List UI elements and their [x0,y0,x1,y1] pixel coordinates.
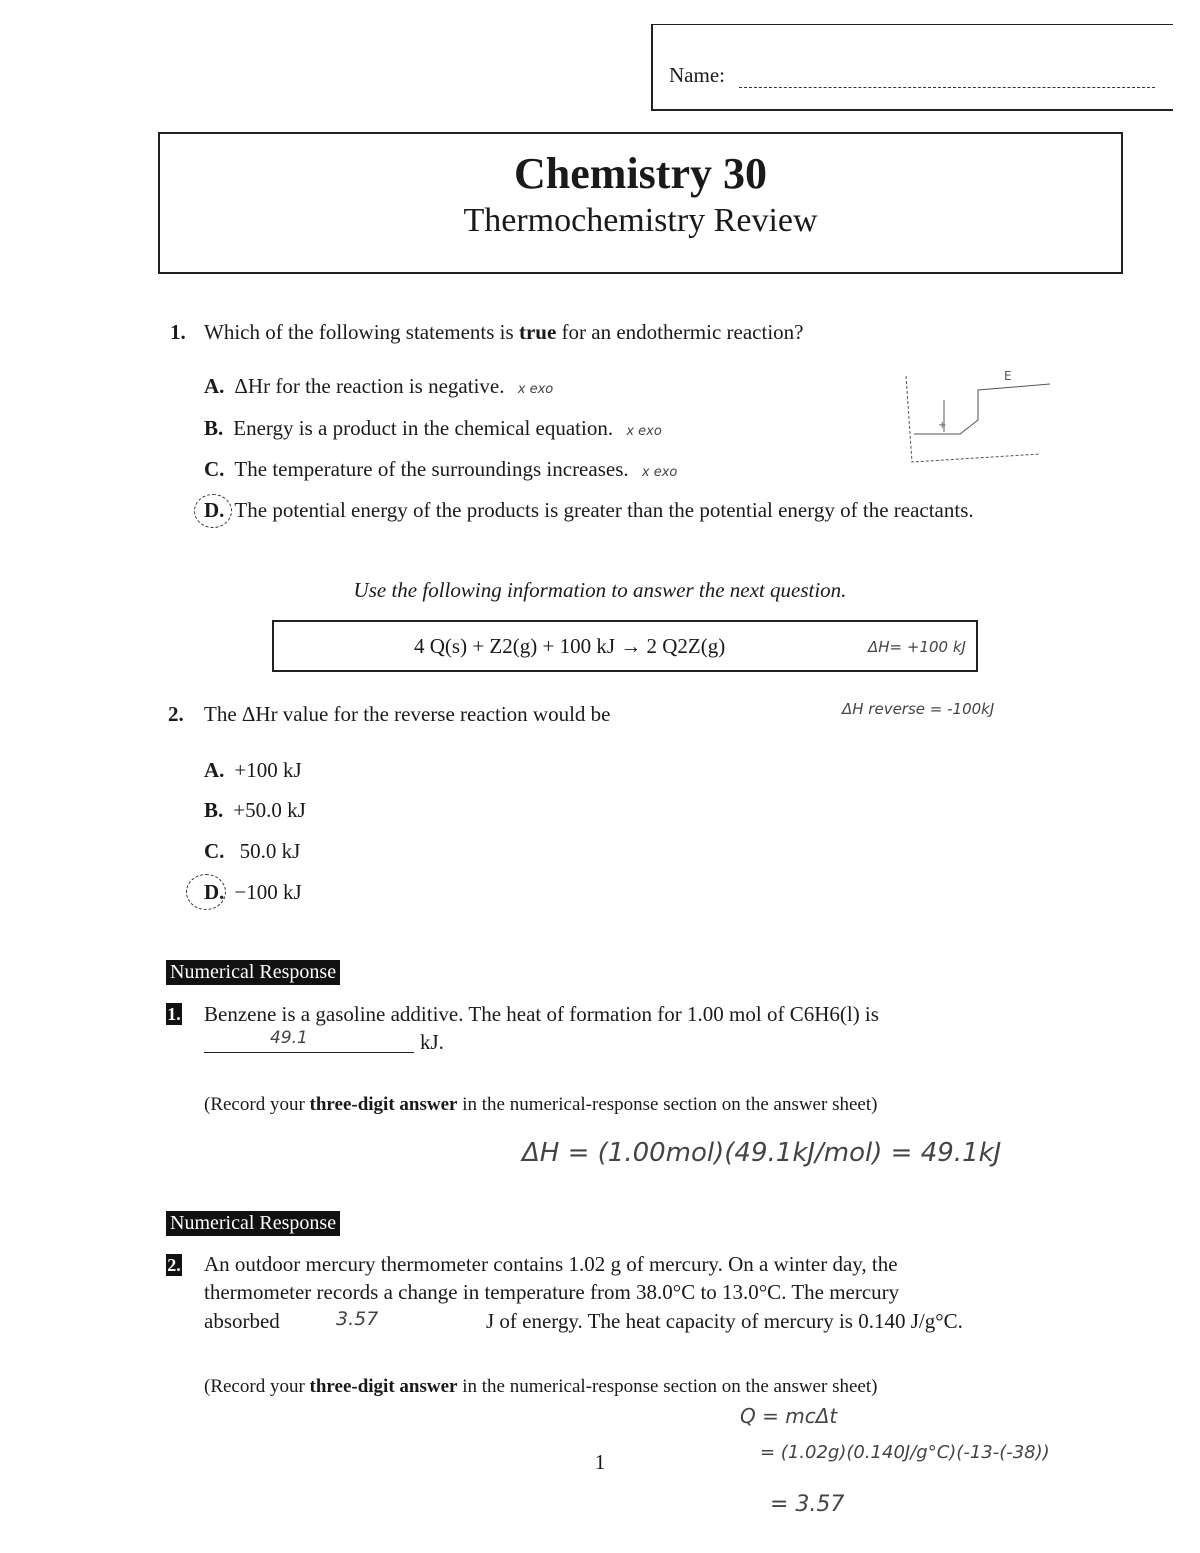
nr1-number: 1. [167,1004,181,1024]
q1-option-c[interactable] [204,457,677,482]
handwritten-note: x exo [641,465,678,480]
record-bold: three-digit answer [309,1376,458,1397]
nr2-line3-before: absorbed [204,1309,280,1333]
record-before: (Record your [204,1094,310,1115]
q1-number: 1. [170,320,186,344]
option-text: +50.0 kJ [233,798,306,822]
q1-text-after: for an endothermic reaction? [556,320,804,344]
option-letter: B. [204,416,224,440]
sketch-label-bottom: + [938,420,947,431]
option-text: ΔHr for the reaction is negative. [234,374,505,398]
option-letter: A. [204,758,225,782]
nr1-record-note [204,1094,877,1116]
page-title: Chemistry 30 [514,149,767,198]
q2-number: 2. [168,702,184,726]
page-number: 1 [594,1450,606,1474]
nr1-label: Numerical Response [166,960,340,985]
handwritten-note: x exo [626,424,662,439]
nr1-answer-blank[interactable] [204,1028,414,1053]
option-text: −100 kJ [234,880,302,904]
nr2-answer[interactable]: 3.57 [336,1308,379,1330]
option-letter: A. [204,374,225,398]
record-before: (Record your [204,1376,310,1397]
record-after: in the numerical-response section on the answer sheet) [457,1376,878,1397]
q2-option-c[interactable] [204,839,300,864]
energy-diagram-sketch [900,362,1060,474]
info-instruction: Use the following information to answer the next question. [353,578,847,602]
record-after: in the numerical-response section on the answer sheet) [457,1094,878,1115]
nr2-record-note [204,1376,877,1398]
nr2-number: 2. [167,1255,181,1275]
nr2-line1: An outdoor mercury thermometer contains 1.02 g of mercury. On a winter day, the [204,1252,898,1276]
q2-note: ΔH reverse = -100kJ [842,700,995,718]
option-text: The potential energy of the products is greater than the potential energy of the reactants. [234,498,974,522]
q1-text [204,320,804,345]
q1-text-before: Which of the following statements is [204,320,519,344]
page-subtitle: Thermochemistry Review [463,202,818,239]
handwritten-note: x exo [517,382,554,397]
q1-option-b[interactable] [204,416,662,441]
nr2-line3-after: J of energy. The heat capacity of mercury is 0.140 J/g°C. [486,1309,963,1333]
q2-option-a[interactable] [204,758,302,783]
q1-text-bold: true [518,320,557,344]
nr1-work: ΔH = (1.00mol)(49.1kJ/mol) = 49.1kJ [522,1138,1002,1168]
option-letter: D. [204,880,225,904]
q1-option-a[interactable] [204,374,553,399]
record-bold: three-digit answer [309,1094,458,1115]
option-text: +100 kJ [234,758,302,782]
option-text: Energy is a product in the chemical equation. [233,416,614,440]
name-field[interactable] [739,87,1155,88]
equation-note: ΔH= +100 kJ [868,638,966,656]
q2-option-b[interactable] [204,798,306,823]
nr2-line2: thermometer records a change in temperature from 38.0°C to 13.0°C. The mercury [204,1280,900,1304]
option-text: 50.0 kJ [234,839,301,863]
nr2-work-3: = 3.57 [770,1492,845,1517]
name-label: Name: [669,63,725,87]
nr2-work-2: = (1.02g)(0.140J/g°C)(-13-(-38)) [760,1442,1050,1463]
q1-option-d[interactable] [204,498,974,523]
option-letter: B. [204,798,224,822]
equation-text: 4 Q(s) + Z2(g) + 100 kJ → 2 Q2Z(g) [414,634,726,658]
option-text: The temperature of the surroundings increases. [234,457,629,481]
sketch-label-top: E [1004,369,1012,383]
name-box [651,24,1173,111]
nr2-label: Numerical Response [166,1211,340,1236]
option-letter: D. [204,498,225,522]
nr1-answer: 49.1 [270,1028,308,1048]
nr2-work-1: Q = mcΔt [740,1404,838,1428]
q2-text: The ΔHr value for the reverse reaction would be [204,702,611,726]
title-box [158,132,1123,274]
q2-option-d[interactable] [204,880,302,905]
nr1-unit: kJ. [420,1030,444,1054]
option-letter: C. [204,457,225,481]
option-letter: C. [204,839,225,863]
nr1-text: Benzene is a gasoline additive. The heat of formation for 1.00 mol of C6H6(l) is [204,1002,879,1026]
